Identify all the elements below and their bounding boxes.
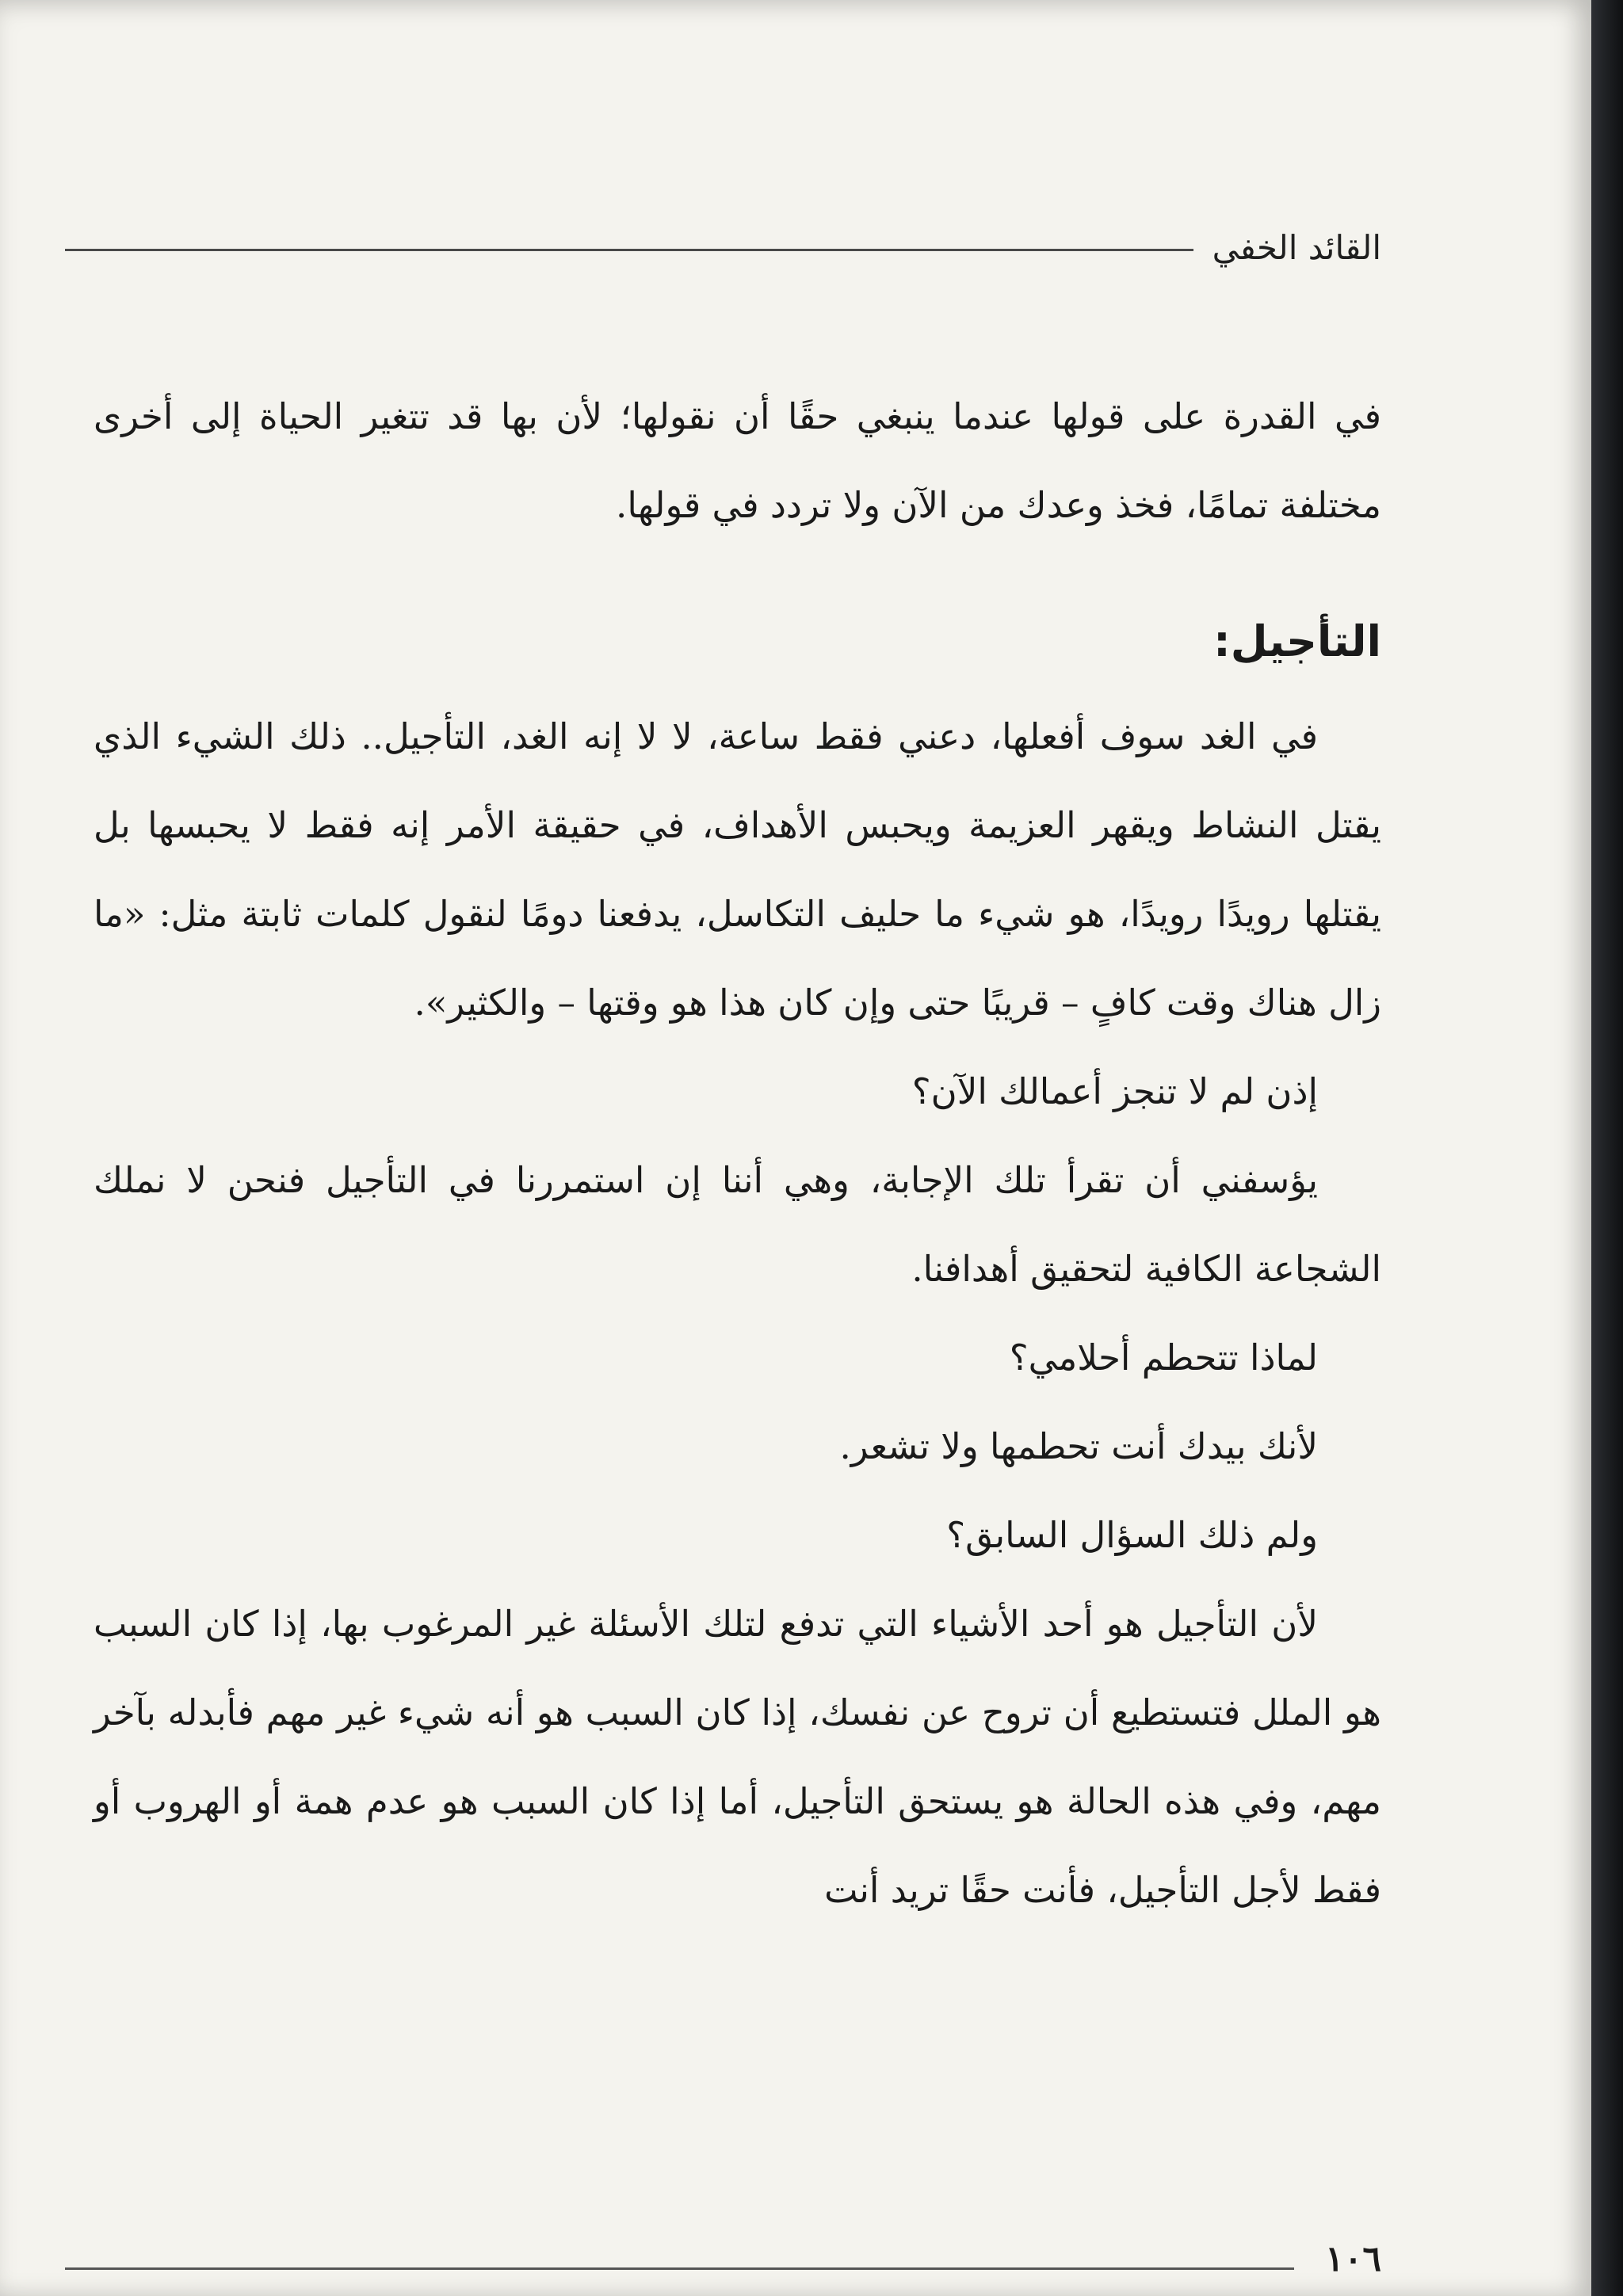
page-number: ١٠٦ — [1325, 2239, 1381, 2279]
header-title: القائد الخفي — [1212, 227, 1381, 267]
opening-paragraph: في القدرة على قولها عندما ينبغي حقًا أن نقولها؛ لأن بها قد تتغير الحياة إلى أخرى مختلفة تمامًا، فخذ وعدك من الآن ولا تردد في قولها. — [94, 395, 1381, 526]
page-footer — [65, 2239, 1381, 2288]
section-heading: التأجيل: — [1213, 616, 1381, 666]
answer-2: لأنك بيدك أنت تحطمها ولا تشعر. — [839, 1425, 1318, 1467]
scanner-edge — [1591, 0, 1623, 2296]
question-1: إذن لم لا تنجز أعمالك الآن؟ — [911, 1070, 1318, 1112]
paragraph-procrastination: في الغد سوف أفعلها، دعني فقط ساعة، لا لا إنه الغد، التأجيل.. ذلك الشيء الذي يقتل النشاط ويقهر العزيمة ويحبس الأهداف، في حقيقة الأمر إنه فقط لا يحبسها بل يقتلها رويدًا رويدًا، هو شيء ما حليف التكاسل، يدفعنا دومًا لنقول كلمات ثابتة مثل: «ما زال هناك وقت كافٍ – قريبًا حتى وإن كان هذا هو وقتها – والكثير». — [94, 715, 1381, 1024]
question-3: ولم ذلك السؤال السابق؟ — [946, 1514, 1318, 1556]
page-body — [94, 372, 1381, 1935]
footer-rule — [65, 2267, 1294, 2270]
paragraph-answer-1: يؤسفني أن تقرأ تلك الإجابة، وهي أننا إن استمررنا في التأجيل فنحن لا نملك الشجاعة الكافية لتحقيق أهدافنا. — [94, 1159, 1381, 1290]
running-header — [65, 223, 1381, 271]
question-2: لماذا تتحطم أحلامي؟ — [1009, 1337, 1318, 1379]
header-rule — [65, 249, 1193, 251]
paragraph-answer-3: لأن التأجيل هو أحد الأشياء التي تدفع لتلك الأسئلة غير المرغوب بها، إذا كان السبب هو الملل فتستطيع أن تروح عن نفسك، إذا كان السبب هو أنه شيء غير مهم فأبدله بآخر مهم، وفي هذه الحالة هو يستحق التأجيل، أما إذا كان السبب هو عدم همة أو الهروب أو فقط لأجل التأجيل، فأنت حقًا تريد أنت — [94, 1603, 1381, 1911]
